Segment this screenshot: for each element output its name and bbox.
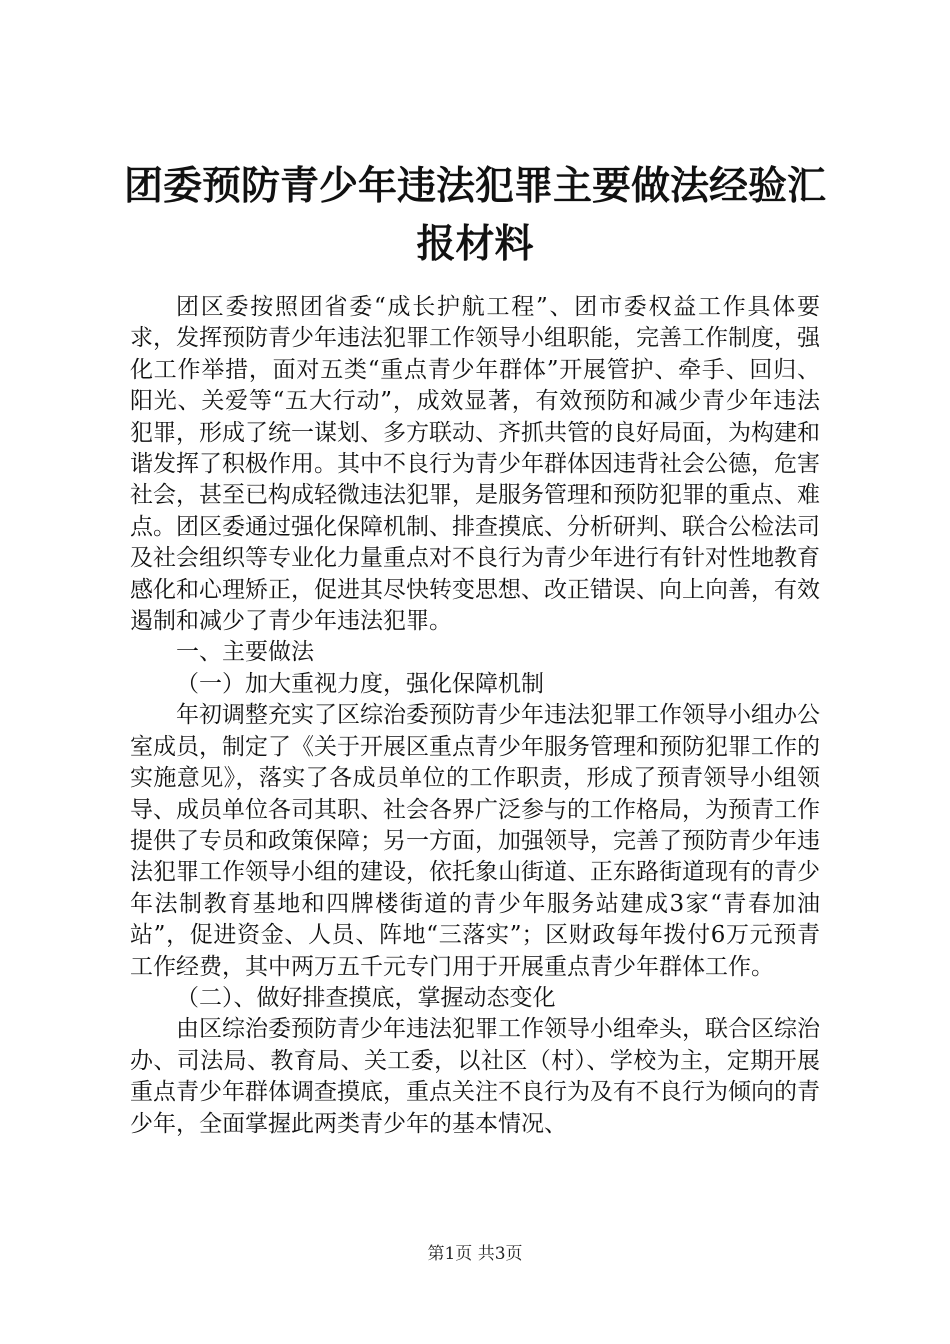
paragraph-subsection-1: 年初调整充实了区综治委预防青少年违法犯罪工作领导小组办公室成员，制定了《关于开展区重点青少年服务管理和预防犯罪工作的实施意见》，落实了各成员单位的工作职责，形成了预青领导小组领导、成员单位各司其职、社会各界广泛参与的工作格局，为预青工作提供了专员和政策保障；另一方面，加强领导，完善了预防青少年违法犯罪工作领导小组的建设，依托象山街道、正东路街道现有的青少年法制教育基地和四牌楼街道的青少年服务站建成3家“青春加油站”，促进资金、人员、阵地“三落实”；区财政每年拨付6万元预青工作经费，其中两万五千元专门用于开展重点青少年群体工作。 (130, 702, 820, 980)
subsection-heading-1: （一）加大重视力度，强化保障机制 (176, 670, 544, 697)
section-heading-main-practices: 一、主要做法 (176, 639, 314, 666)
subsection-heading-2: （二）、做好排查摸底，掌握动态变化 (176, 984, 556, 1011)
document-title: 团委预防青少年违法犯罪主要做法经验汇报材料 (123, 164, 826, 267)
paragraph-intro: 团区委按照团省委“成长护航工程”、团市委权益工作具体要求，发挥预防青少年违法犯罪工作领导小组职能，完善工作制度，强化工作举措，面对五类“重点青少年群体”开展管护、牵手、回归、阳光、关爱等“五大行动”，成效显著，有效预防和减少青少年违法犯罪，形成了统一谋划、多方联动、齐抓共管的良好局面，为构建和谐发挥了积极作用。其中不良行为青少年群体因违背社会公德，危害社会，甚至已构成轻微违法犯罪，是服务管理和预防犯罪的重点、难点。团区委通过强化保障机制、排查摸底、分析研判、联合公检法司及社会组织等专业化力量重点对不良行为青少年进行有针对性地教育感化和心理矫正，促进其尽快转变思想、改正错误、向上向善，有效遏制和减少了青少年违法犯罪。 (130, 294, 820, 635)
paragraph-subsection-2: 由区综治委预防青少年违法犯罪工作领导小组牵头，联合区综治办、司法局、教育局、关工委，以社区（村）、学校为主，定期开展重点青少年群体调查摸底，重点关注不良行为及有不良行为倾向的青少年，全面掌握此两类青少年的基本情况、 (130, 1016, 820, 1137)
document-body (130, 292, 820, 1140)
page-number-footer: 第1页 共3页 (427, 1244, 523, 1264)
